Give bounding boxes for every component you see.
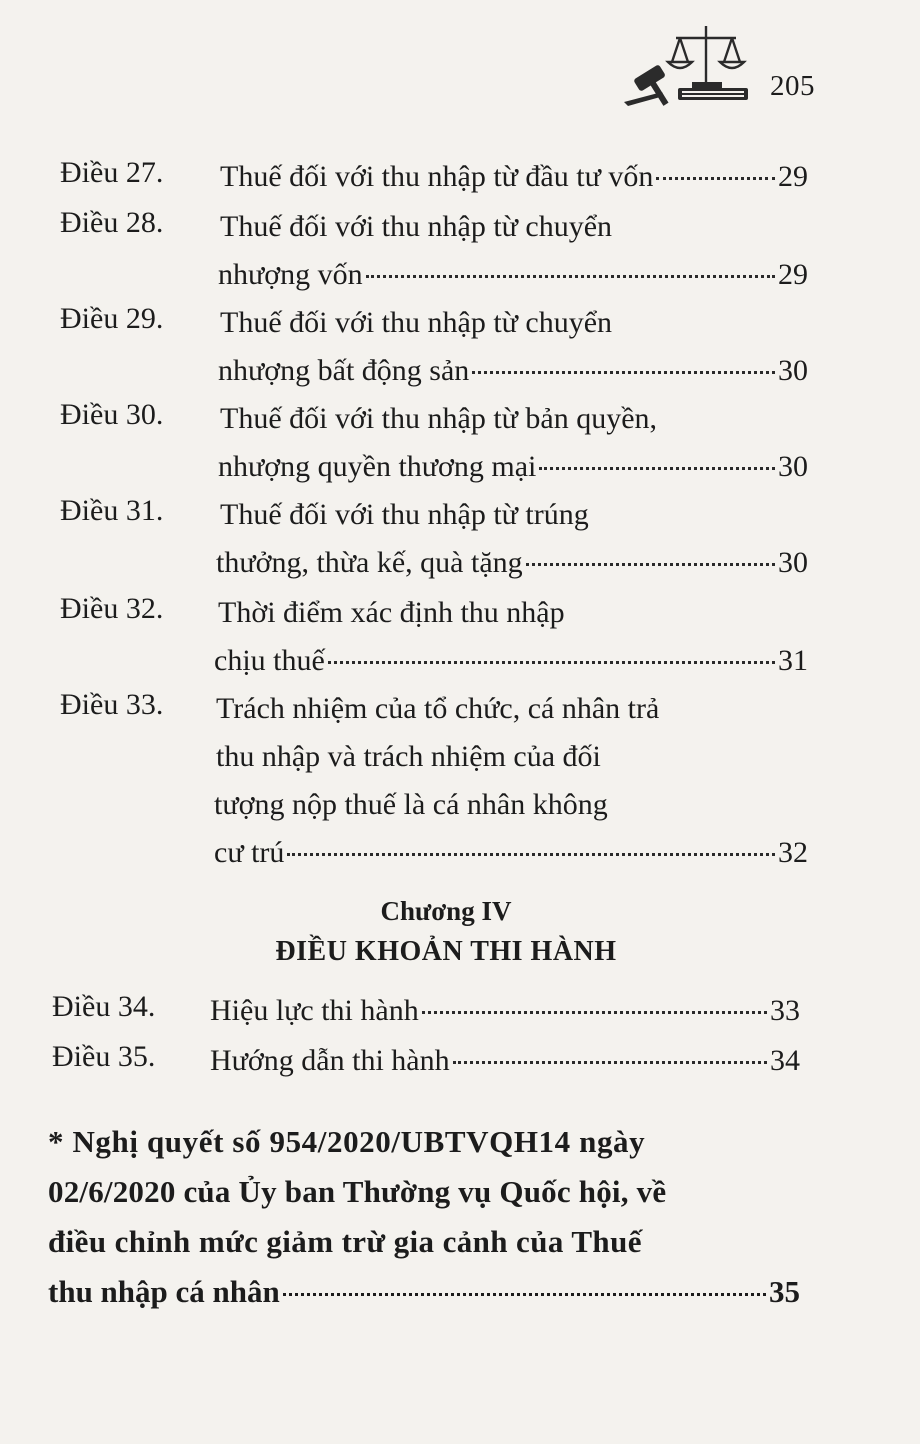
entry-page-number: 34 <box>770 1044 800 1077</box>
entry-title-line: nhượng vốn <box>218 258 363 291</box>
entry-title-line: nhượng bất động sản <box>218 354 470 387</box>
entry-title-line: Thuế đối với thu nhập từ chuyển <box>220 306 613 339</box>
dot-leader <box>366 275 775 278</box>
note-line: thu nhập cá nhân <box>48 1274 280 1309</box>
entry-line <box>218 354 808 388</box>
entry-page-number: 29 <box>778 258 808 291</box>
entry-title-line: Thuế đối với thu nhập từ đầu tư vốn <box>220 160 654 193</box>
entry-line <box>218 258 808 292</box>
article-number: Điều 30. <box>60 398 164 431</box>
scales-of-justice-gavel-icon <box>622 22 762 106</box>
entry-title-line: Thuế đối với thu nhập từ trúng <box>220 498 589 531</box>
entry-title-line: cư trú <box>214 836 285 869</box>
entry-title-line: Thuế đối với thu nhập từ bản quyền, <box>220 402 658 435</box>
article-number: Điều 29. <box>60 302 164 335</box>
note-line: 02/6/2020 của Ủy ban Thường vụ Quốc hội, về <box>48 1174 667 1209</box>
entry-page-number: 30 <box>778 450 808 483</box>
article-number: Điều 28. <box>60 206 164 239</box>
entry-title-line: Thời điểm xác định thu nhập <box>218 596 565 629</box>
entry-title-line: thưởng, thừa kế, quà tặng <box>216 546 523 579</box>
entry-title-line: Hiệu lực thi hành <box>210 994 419 1027</box>
article-number: Điều 31. <box>60 494 164 527</box>
entry-page-number: 30 <box>778 354 808 387</box>
entry-line <box>214 836 808 870</box>
note-last-line <box>48 1274 800 1310</box>
entry-title-line: Hướng dẫn thi hành <box>210 1044 450 1077</box>
page-number: 205 <box>770 70 815 102</box>
dot-leader <box>287 853 775 856</box>
article-number: Điều 35. <box>52 1040 156 1073</box>
article-number: Điều 32. <box>60 592 164 625</box>
chapter-title: ĐIỀU KHOẢN THI HÀNH <box>275 936 617 967</box>
dot-leader <box>539 467 775 470</box>
entry-line <box>220 160 808 194</box>
entry-line <box>218 450 808 484</box>
dot-leader <box>422 1011 767 1014</box>
article-number: Điều 34. <box>52 990 156 1023</box>
entry-page-number: 32 <box>778 836 808 869</box>
note-line: điều chỉnh mức giảm trừ gia cảnh của Thuế <box>48 1224 642 1259</box>
entry-title-line: nhượng quyền thương mại <box>218 450 537 483</box>
entry-line <box>210 994 800 1028</box>
dot-leader <box>453 1061 767 1064</box>
entry-title-line: thu nhập và trách nhiệm của đối <box>216 740 601 773</box>
entry-line <box>216 546 808 580</box>
entry-title-line: chịu thuế <box>214 644 325 677</box>
dot-leader <box>526 563 775 566</box>
dot-leader <box>656 177 775 180</box>
entry-page-number: 29 <box>778 160 808 193</box>
note-line: * Nghị quyết số 954/2020/UBTVQH14 ngày <box>48 1124 646 1159</box>
dot-leader <box>283 1293 766 1296</box>
dot-leader <box>472 371 775 374</box>
entry-title-line: Trách nhiệm của tổ chức, cá nhân trả <box>216 692 660 725</box>
entry-line <box>210 1044 800 1078</box>
article-number: Điều 33. <box>60 688 164 721</box>
chapter-label: Chương IV <box>380 896 512 926</box>
entry-title-line: tượng nộp thuế là cá nhân không <box>214 788 608 821</box>
entry-line <box>214 644 808 678</box>
entry-page-number: 30 <box>778 546 808 579</box>
note-page-number: 35 <box>769 1274 800 1309</box>
entry-page-number: 31 <box>778 644 808 677</box>
entry-title-line: Thuế đối với thu nhập từ chuyển <box>220 210 613 243</box>
article-number: Điều 27. <box>60 156 164 189</box>
entry-page-number: 33 <box>770 994 800 1027</box>
dot-leader <box>328 661 775 664</box>
